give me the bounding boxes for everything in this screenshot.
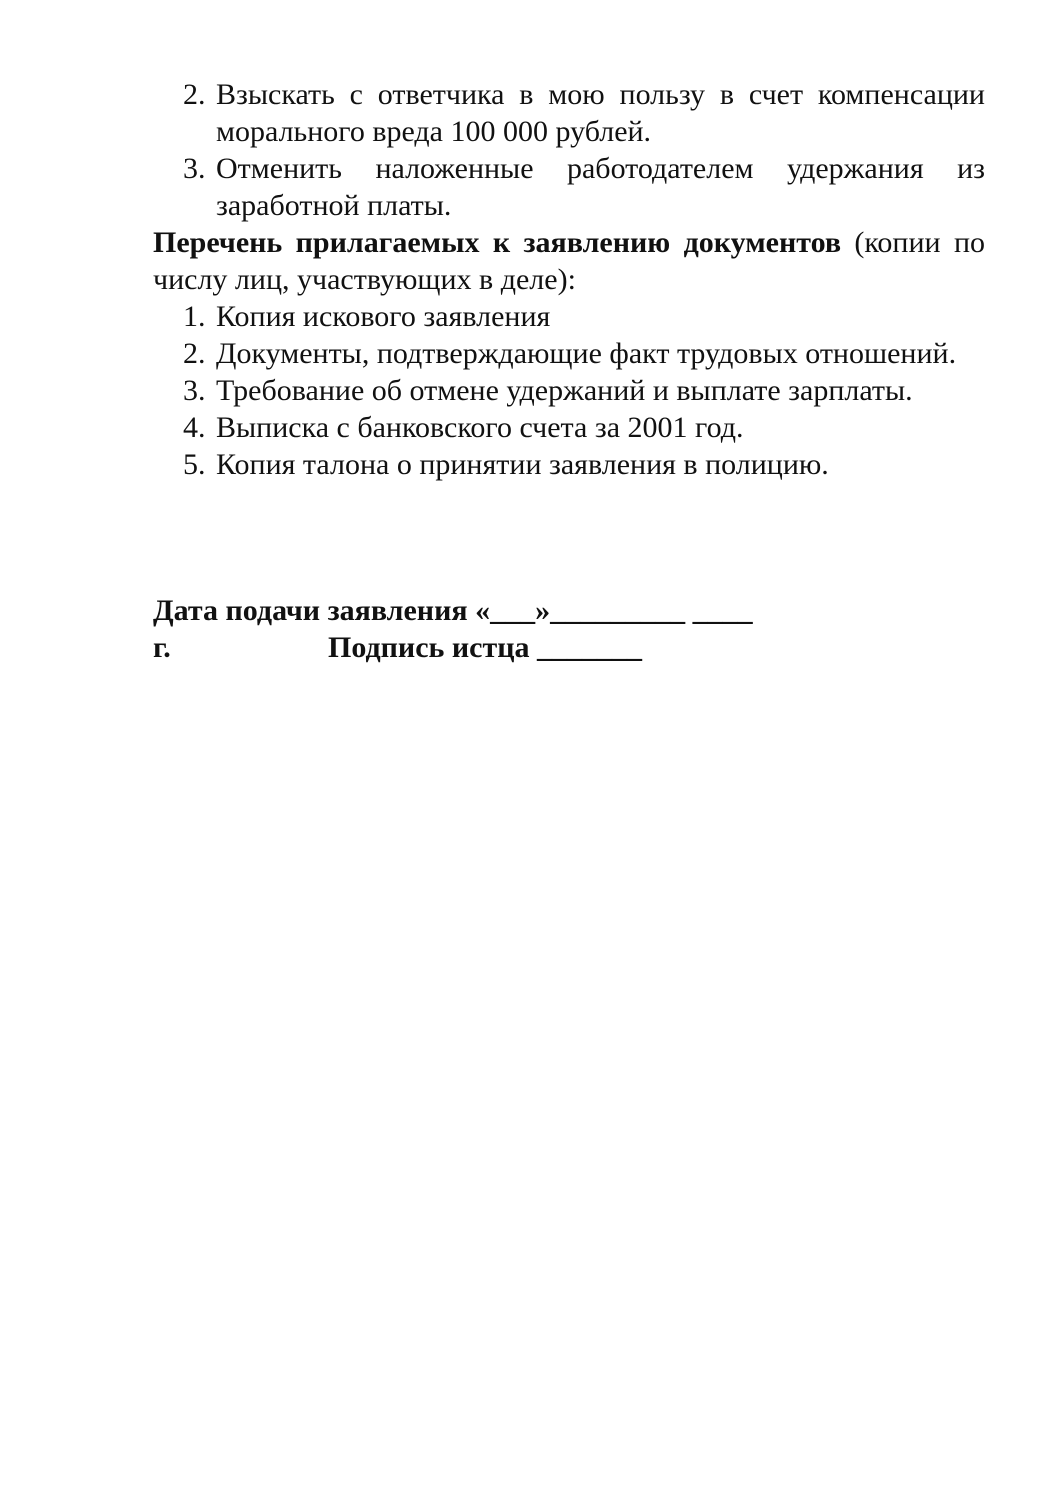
signature-row bbox=[153, 629, 813, 666]
filing-date-line: Дата подачи заявления «___»_________ ____ bbox=[153, 594, 753, 627]
document-page bbox=[153, 76, 985, 666]
attachment-text: Документы, подтверждающие факт трудовых отношений. bbox=[216, 337, 957, 370]
attachment-number: 2. bbox=[183, 337, 206, 370]
claim-item bbox=[153, 150, 985, 224]
attachment-item bbox=[153, 409, 985, 446]
claim-text: Отменить наложенные работодателем удержания из заработной платы. bbox=[216, 152, 985, 222]
plaintiff-signature-line: Подпись истца _______ bbox=[328, 631, 643, 664]
attachments-heading bbox=[153, 224, 985, 298]
attachment-item bbox=[153, 372, 985, 409]
attachments-list bbox=[153, 298, 985, 483]
claim-item bbox=[153, 76, 985, 150]
attachment-text: Копия талона о принятии заявления в полицию. bbox=[216, 448, 829, 481]
attachments-heading-note: (копии по числу лиц, участвующих в деле): bbox=[153, 226, 985, 296]
claim-text: Взыскать с ответчика в мою пользу в счет компенсации морального вреда 100 000 рублей. bbox=[216, 78, 985, 148]
attachment-number: 3. bbox=[183, 374, 206, 407]
attachment-number: 4. bbox=[183, 411, 206, 444]
claim-number: 3. bbox=[183, 152, 206, 185]
attachment-number: 1. bbox=[183, 300, 206, 333]
attachment-text: Выписка с банковского счета за 2001 год. bbox=[216, 411, 744, 444]
attachment-item bbox=[153, 298, 985, 335]
attachment-item bbox=[153, 335, 985, 372]
claims-list bbox=[153, 76, 985, 224]
attachment-text: Требование об отмене удержаний и выплате зарплаты. bbox=[216, 374, 913, 407]
signature-block bbox=[153, 592, 813, 666]
year-suffix: г. bbox=[153, 631, 171, 664]
attachments-heading-bold: Перечень прилагаемых к заявлению документов bbox=[153, 226, 842, 259]
claim-number: 2. bbox=[183, 78, 206, 111]
attachment-number: 5. bbox=[183, 448, 206, 481]
attachment-item bbox=[153, 446, 985, 483]
attachment-text: Копия искового заявления bbox=[216, 300, 551, 333]
